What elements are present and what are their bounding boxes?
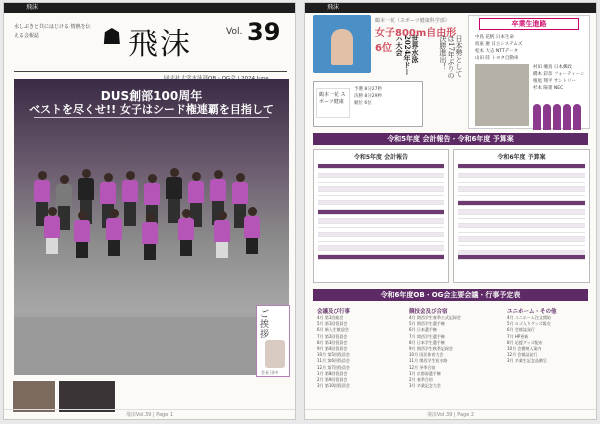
schedule-row: 1月 京都府選手権 — [409, 370, 441, 376]
headline-main: DUS創部100周年 — [100, 89, 203, 103]
page-footer: 飛沫Vol.39 | Page 1 — [4, 409, 295, 419]
schedule-head: 会議及び行事 — [317, 309, 351, 315]
finance-band: 令和5年度 会計報告・令和6年度 予算案 — [313, 133, 588, 145]
schedule-row: 11月 第6回役員会 — [317, 358, 350, 364]
schedule-col-1 — [317, 315, 403, 389]
finance-report-title: 令和5年度 会計報告 — [353, 154, 409, 161]
alumni-list-2 — [533, 64, 585, 92]
alumni-row: 中島 花帆 日本生命 — [475, 35, 514, 40]
record-name: 鶴本一花 スポーツ健康 — [316, 88, 350, 118]
schedule-row: 10月 国民体育大会 — [409, 352, 444, 358]
alumni-row: 坂東 慶 日立システムズ — [475, 42, 523, 47]
record-row: 予選 8分27秒 — [354, 87, 383, 92]
alumni-row: 橋本 彩奈 フォーティーン — [533, 72, 585, 77]
schedule-row: 6月 会報誌発行 — [507, 327, 535, 333]
schedule-row: 2月 第9回役員会 — [317, 377, 348, 383]
schedule-row: 6月 日本選手権 — [409, 327, 437, 333]
schedule-row: 8月 応援グッズ配布 — [507, 339, 543, 345]
schedule-row: 1月 第8回役員会 — [317, 370, 348, 376]
greeting-title: ご挨拶 — [260, 310, 270, 340]
record-row: 順位 6位 — [354, 101, 372, 106]
team-member — [74, 211, 90, 258]
schedule-row: 9月 関西学生秋季記録会 — [409, 346, 453, 352]
greeting-portrait — [265, 340, 285, 368]
headline-sub: ベストを尽くせ!! 女子はシード権連覇を目指して — [29, 103, 274, 116]
schedule-head: ユニホーム・その他 — [507, 309, 557, 315]
greeting-name: 会長 田中 — [261, 370, 279, 375]
schedule-row: 11月 関西学生短水路 — [409, 358, 448, 364]
alumni-row: 村田 颯真 日本郵政 — [533, 65, 572, 70]
schedule-row: 4月 ユニホーム注文開始 — [507, 315, 551, 320]
alumni-list — [475, 34, 522, 62]
budget-plan-title: 令和6年度 予算案 — [497, 154, 546, 161]
alumni-illustration — [533, 104, 587, 132]
schedule-row: 2月 春季合宿 — [409, 377, 433, 383]
logo-word: 飛沫 — [128, 27, 192, 62]
schedule-row: 8月 第3回役員会 — [317, 339, 348, 345]
alumni-row: 杉本 陽菜 NEC — [533, 86, 564, 91]
schedule-col-2 — [409, 315, 503, 389]
budget-plan — [453, 149, 590, 283]
tagline: 水しぶきと共にはじける 情熱を伝える会報誌 — [14, 24, 91, 39]
schedule-row: 3月 卒業記念大会 — [409, 383, 441, 389]
finance-report — [313, 149, 449, 283]
schedule-row: 6月 新入生歓迎会 — [317, 327, 349, 333]
vol-number: 39 — [247, 18, 281, 46]
schedule-row: 9月 第4回役員会 — [317, 346, 348, 352]
logo — [102, 17, 242, 61]
schedule-row: 12月 会報誌発行 — [507, 352, 538, 358]
schedule-row: 10月 第5回役員会 — [317, 352, 350, 358]
team-member — [142, 213, 158, 260]
team-group — [30, 171, 273, 361]
schedule-row: 5月 第1回役員会 — [317, 321, 348, 327]
swim-label: 鶴本一花（スポーツ健康科学部） — [375, 18, 450, 24]
schedule-row: 7月 第2回役員会 — [317, 333, 348, 339]
swim-vertical-event: 世界水泳2024年ドーハ大会 — [395, 35, 420, 76]
page-2 — [304, 2, 597, 420]
record-row: 決勝 8分29秒 — [354, 94, 383, 99]
schedule-row: 7月 関西学生選手権 — [409, 333, 445, 339]
schedule-row: 5月 ロゴ入りグッズ販売 — [507, 321, 551, 327]
schedule-row: 7月 HP更新 — [507, 333, 529, 339]
schedule-row: 10月 会費納入案内 — [507, 346, 542, 352]
schedule-row: 12月 冬季合宿 — [409, 364, 436, 370]
swim-vertical-note: 日本勢としては17年ぶりの決勝進出！ — [439, 35, 463, 79]
alumni-title: 卒業生進路 — [479, 18, 579, 30]
team-member — [106, 209, 122, 256]
schedule-row: 12月 第7回役員会 — [317, 364, 350, 370]
header-strip: 飛沫 — [4, 3, 295, 13]
schedule-band: 令和6年度OB・OG会主要会議・行事予定表 — [313, 289, 588, 301]
finance-report-table — [318, 164, 444, 260]
page-1 — [3, 2, 296, 420]
page-footer: 飛沫Vol.39 | Page 2 — [305, 409, 596, 419]
alumni-section — [468, 15, 590, 129]
swim-feature — [313, 15, 463, 129]
alumni-row: 松本 大志 NTTデータ — [475, 49, 519, 54]
logo-mark-icon: ☗ — [102, 25, 122, 50]
alumni-photo — [475, 64, 529, 126]
swim-headline: 女子800m自由形6位 — [375, 28, 457, 54]
header-strip: 飛沫 — [305, 3, 596, 13]
team-member — [44, 207, 60, 254]
budget-plan-table — [458, 164, 585, 260]
team-member — [214, 211, 230, 258]
team-member — [178, 209, 194, 256]
record-rows — [354, 86, 382, 107]
alumni-row: 根尾 翔平 サントリー — [533, 79, 577, 84]
schedule-head: 競技会及び合宿 — [409, 309, 448, 315]
headline-rule — [34, 117, 269, 118]
schedule-row: 3月 第10回役員会 — [317, 383, 350, 389]
schedule-col-3 — [507, 315, 591, 365]
schedule-row: 3月 卒業生記念品贈呈 — [507, 358, 547, 364]
schedule-row: 4月 関西学生春季公式記録会 — [409, 315, 461, 320]
greeting-box — [256, 305, 290, 377]
schedule-row: 4月 第1回総会 — [317, 315, 344, 320]
masthead — [14, 17, 289, 71]
team-member — [244, 207, 260, 254]
alumni-row: 山田 陸 トヨタ自動車 — [475, 56, 519, 61]
swimmer-photo — [313, 15, 371, 73]
schedule-row: 8月 日本学生選手権 — [409, 339, 445, 345]
hero-photo — [14, 79, 289, 375]
record-box — [313, 81, 423, 127]
masthead-rule — [14, 71, 287, 72]
schedule-row: 5月 関西学生選手権 — [409, 321, 445, 327]
team-member — [122, 171, 138, 226]
vol-label: Vol. — [226, 27, 243, 37]
